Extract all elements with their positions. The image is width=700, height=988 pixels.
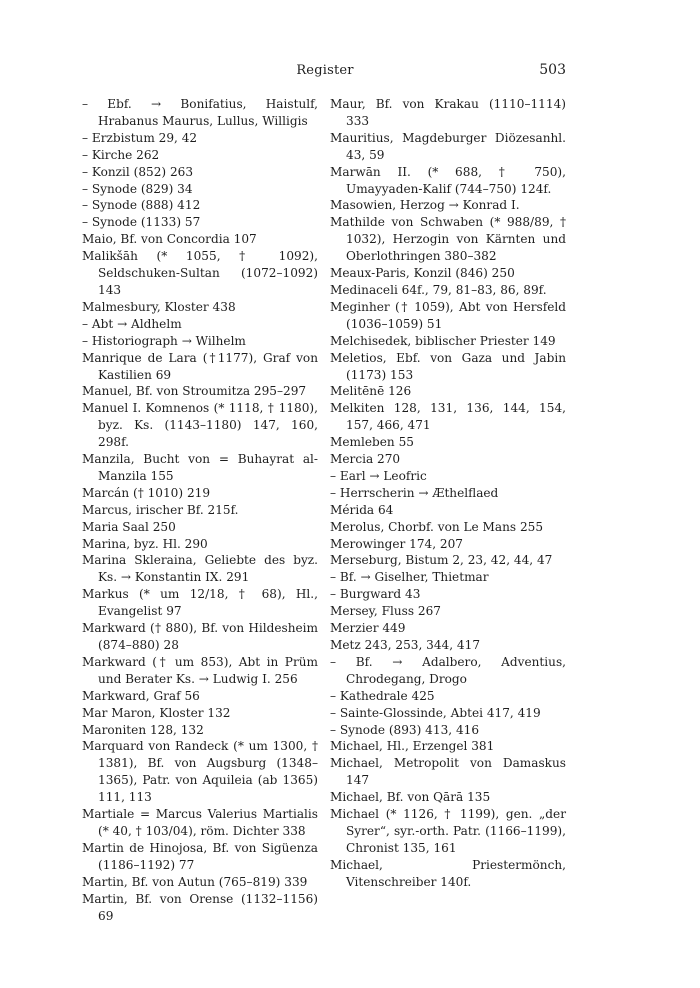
index-entry: Markward, Graf 56 [82, 688, 200, 703]
index-entry: Maria Saal 250 [82, 519, 176, 534]
index-entry: Merzier 449 [330, 621, 406, 636]
index-entry: Marquard von Randeck (* um 1300, † 1381), Bf. von Augsburg (1348–1365), Patr. von Aquileia (ab 1365) 111, 113 [82, 739, 318, 805]
index-entry: Melchisedek, biblischer Priester 149 [330, 333, 556, 348]
index-entry: – Herrscherin → Æthelflaed [330, 485, 499, 500]
index-entry: – Abt → Aldhelm [82, 316, 182, 331]
index-entry: Medinaceli 64f., 79, 81–83, 86, 89f. [330, 282, 547, 297]
index-entry: – Konzil (852) 263 [82, 164, 194, 179]
index-entry: Meaux-Paris, Konzil (846) 250 [330, 266, 515, 281]
index-entry: – Bf. → Giselher, Thietmar [330, 570, 489, 585]
index-entry: Masowien, Herzog → Konrad I. [330, 198, 520, 213]
index-entry: Martin de Hinojosa, Bf. von Sigüenza (1186–1192) 77 [82, 840, 318, 872]
index-entry: Merseburg, Bistum 2, 23, 42, 44, 47 [330, 553, 553, 568]
index-entry: – Kirche 262 [82, 147, 160, 162]
index-entry: Marina Skleraina, Geliebte des byz. Ks. → Konstantin IX. 291 [82, 553, 318, 585]
page-number: 503 [539, 62, 566, 78]
index-entry: Markward († um 853), Abt in Prüm und Berater Ks. → Ludwig I. 256 [82, 654, 318, 686]
index-entry: – Kathedrale 425 [330, 688, 435, 703]
index-entry: Martiale = Marcus Valerius Martialis (* 40, † 103/04), röm. Dichter 338 [82, 807, 318, 838]
index-entry: Marina, byz. Hl. 290 [82, 536, 208, 551]
index-entry: Metz 243, 253, 344, 417 [330, 638, 481, 652]
index-entry: Meginher († 1059), Abt von Hersfeld (1036–1059) 51 [330, 299, 566, 331]
index-entry: Manzila, Bucht von = Buhayrat al-Manzila 155 [82, 452, 318, 483]
index-entry: Markus (* um 12/18, † 68), Hl., Evangelist 97 [82, 587, 318, 619]
index-entry: Mauritius, Magdeburger Diözesanhl. 43, 59 [330, 130, 566, 162]
index-entry: Mar Maron, Kloster 132 [82, 705, 231, 720]
index-entry: Maroniten 128, 132 [82, 722, 204, 737]
index-entry: – Synode (893) 413, 416 [330, 722, 480, 737]
index-column-right [330, 96, 566, 891]
index-entry: – Burgward 43 [330, 587, 421, 602]
running-header: Register [296, 63, 354, 78]
index-entry: – Historiograph → Wilhelm [82, 333, 246, 348]
index-entry: Melkiten 128, 131, 136, 144, 154, 157, 466, 471 [330, 401, 566, 433]
index-entry: Merolus, Chorbf. von Le Mans 255 [330, 519, 544, 534]
index-entry: – Synode (829) 34 [82, 181, 193, 196]
index-entry: Merowinger 174, 207 [330, 536, 463, 551]
index-entry: Melitēnē 126 [330, 384, 412, 399]
index-entry: Maur, Bf. von Krakau (1110–1114) 333 [330, 97, 566, 128]
index-entry: Marcus, irischer Bf. 215f. [82, 502, 239, 517]
index-entry: Marwān II. (* 688, † 750), Umayyaden-Kalif (744–750) 124f. [330, 164, 566, 196]
index-entry: Michael, Bf. von Qārā 135 [330, 790, 491, 805]
index-entry: Mersey, Fluss 267 [330, 604, 441, 619]
index-entry: Manuel, Bf. von Stroumitza 295–297 [82, 384, 307, 399]
index-entry: Marcán († 1010) 219 [82, 485, 211, 500]
index-column-left [82, 96, 318, 924]
index-entry: – Synode (1133) 57 [82, 215, 201, 230]
index-entry: Michael, Hl., Erzengel 381 [330, 739, 495, 754]
index-entry: – Earl → Leofric [330, 468, 427, 483]
index-entry: Manuel I. Komnenos (* 1118, † 1180), byz. Ks. (1143–1180) 147, 160, 298f. [82, 401, 318, 450]
index-entry: – Sainte-Glossinde, Abtei 417, 419 [330, 705, 541, 720]
index-entry: Martin, Bf. von Autun (765–819) 339 [82, 874, 308, 889]
index-entry: Malikšāh (* 1055, † 1092), Seldschuken-Sultan (1072–1092) 143 [82, 249, 318, 297]
index-entry: Markward († 880), Bf. von Hildesheim (874–880) 28 [82, 621, 318, 652]
index-entry: Mérida 64 [330, 502, 394, 517]
index-entry: – Bf. → Adalbero, Adventius, Chrodegang, Drogo [330, 654, 566, 686]
index-entry: – Ebf. → Bonifatius, Haistulf, Hrabanus Maurus, Lullus, Willigis [82, 97, 318, 128]
index-entry: – Synode (888) 412 [82, 198, 201, 213]
index-entry: Michael, Metropolit von Damaskus 147 [330, 756, 566, 788]
index-entry: – Erzbistum 29, 42 [82, 130, 198, 145]
index-entry: Maio, Bf. von Concordia 107 [82, 232, 257, 247]
index-entry: Memleben 55 [330, 435, 414, 450]
index-entry: Meletios, Ebf. von Gaza und Jabin (1173) 153 [330, 350, 566, 382]
index-entry: Mercia 270 [330, 452, 401, 467]
index-entry: Michael (* 1126, † 1199), gen. „der Syrer“, syr.-orth. Patr. (1166–1199), Chronist 135, 161 [330, 807, 566, 855]
index-entry: Malmesbury, Kloster 438 [82, 299, 236, 314]
index-entry: Manrique de Lara (†1177), Graf von Kastilien 69 [82, 350, 318, 382]
index-entry: Mathilde von Schwaben (* 988/89, † 1032), Herzogin von Kärnten und Oberlothringen 380–382 [330, 215, 566, 264]
index-entry: Martin, Bf. von Orense (1132–1156) 69 [82, 891, 318, 923]
index-entry: Michael, Priestermönch, Vitenschreiber 140f. [330, 857, 566, 889]
